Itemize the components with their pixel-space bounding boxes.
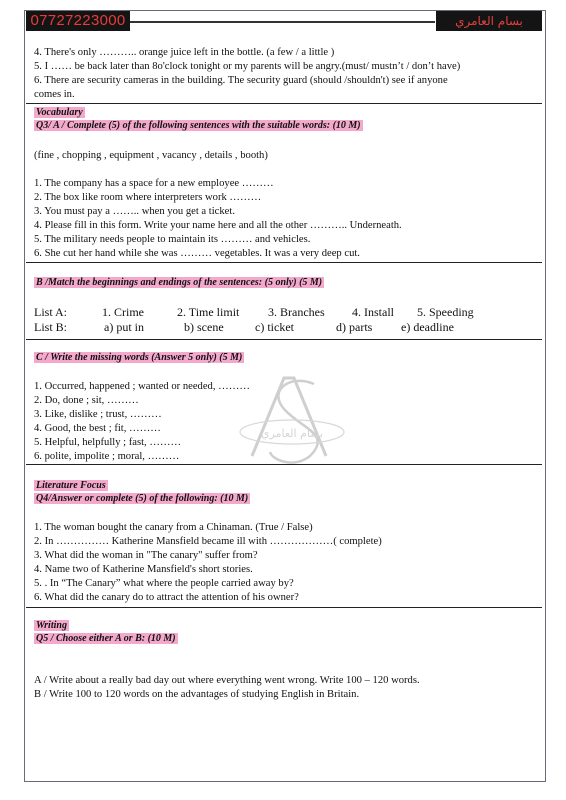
missing-item-5: 5. Helpful, helpfully ; fast, ……… (34, 437, 182, 448)
divider (26, 607, 542, 608)
watermark-text: بسام العامري (260, 427, 324, 440)
vocab-title: Vocabulary (36, 107, 83, 118)
list-a-item: 2. Time limit (177, 305, 240, 319)
list-a-label: List A: (34, 305, 68, 319)
missing-item-3: 3. Like, dislike ; trust, ……… (34, 409, 162, 420)
list-b-item: a) put in (104, 320, 144, 334)
writing-title: Writing (36, 620, 67, 631)
lit-item-6: 6. What did the canary do to attract the attention of his owner? (34, 592, 299, 603)
divider (26, 339, 542, 340)
vocab-item-3: 3. You must pay a …….. when you get a ticket. (34, 206, 235, 217)
literature-title: Literature Focus (36, 480, 106, 491)
list-a-item: 5. Speeding (417, 305, 474, 319)
phone-badge: 07727223000 (26, 11, 130, 31)
missing-heading: C / Write the missing words (Answer 5 only) (5 M) (36, 352, 243, 363)
vocab-item-1: 1. The company has a space for a new employee ……… (34, 178, 274, 189)
vocab-item-5: 5. The military needs people to maintain its ……… and vehicles. (34, 234, 311, 245)
top-line-6: 6. There are security cameras in the building. The security guard (should /shouldn't) see if anyone (34, 75, 448, 86)
missing-item-6: 6. polite, impolite ; moral, ……… (34, 451, 180, 462)
q5-heading: Q5 / Choose either A or B: (10 M) (36, 633, 176, 644)
writing-option-a: A / Write about a really bad day out where everything went wrong. Write 100 – 120 words. (34, 675, 420, 686)
list-b-item: e) deadline (401, 320, 454, 334)
header-divider (130, 21, 435, 23)
match-heading: B /Match the beginnings and endings of the sentences: (5 only) (5 M) (36, 277, 323, 288)
list-a-item: 1. Crime (102, 305, 144, 319)
lit-item-2: 2. In …………… Katherine Mansfield became ill with ………………( complete) (34, 536, 382, 547)
watermark-logo (222, 364, 362, 474)
lit-item-4: 4. Name two of Katherine Mansfield's short stories. (34, 564, 253, 575)
lit-item-5: 5. . In “The Canary” what where the people carried away by? (34, 578, 294, 589)
author-badge: بسام العامري (436, 11, 542, 31)
top-line-6b: comes in. (34, 89, 75, 100)
vocab-item-2: 2. The box like room where interpreters work ……… (34, 192, 262, 203)
list-a-item: 3. Branches (268, 305, 325, 319)
vocab-item-6: 6. She cut her hand while she was ……… vegetables. It was a very deep cut. (34, 248, 360, 259)
list-b-item: d) parts (336, 320, 373, 334)
list-a-item: 4. Install (352, 305, 394, 319)
q3a-heading: Q3/ A / Complete (5) of the following sentences with the suitable words: (10 M) (36, 120, 361, 131)
writing-option-b: B / Write 100 to 120 words on the advantages of studying English in Britain. (34, 689, 360, 700)
divider (26, 103, 542, 104)
missing-item-4: 4. Good, the best ; fit, ……… (34, 423, 161, 434)
list-b-item: b) scene (184, 320, 224, 334)
missing-item-2: 2. Do, done ; sit, ……… (34, 395, 139, 406)
top-line-4: 4. There's only ……….. orange juice left in the bottle. (a few / a little ) (34, 47, 335, 58)
top-line-5: 5. I …… be back later than 8o'clock tonight or my parents will be angry.(must/ mustn’t / don’t have) (34, 61, 461, 72)
list-b-label: List B: (34, 320, 68, 334)
list-b-item: c) ticket (255, 320, 294, 334)
lit-item-1: 1. The woman bought the canary from a Chinaman. (True / False) (34, 522, 313, 533)
word-bank: (fine , chopping , equipment , vacancy , details , booth) (34, 150, 268, 161)
missing-item-1: 1. Occurred, happened ; wanted or needed, ……… (34, 381, 250, 392)
vocab-item-4: 4. Please fill in this form. Write your name here and all the other ……….. Underneath. (34, 220, 402, 231)
lit-item-3: 3. What did the woman in "The canary" suffer from? (34, 550, 258, 561)
q4-heading: Q4/Answer or complete (5) of the following: (10 M) (36, 493, 249, 504)
divider (26, 262, 542, 263)
